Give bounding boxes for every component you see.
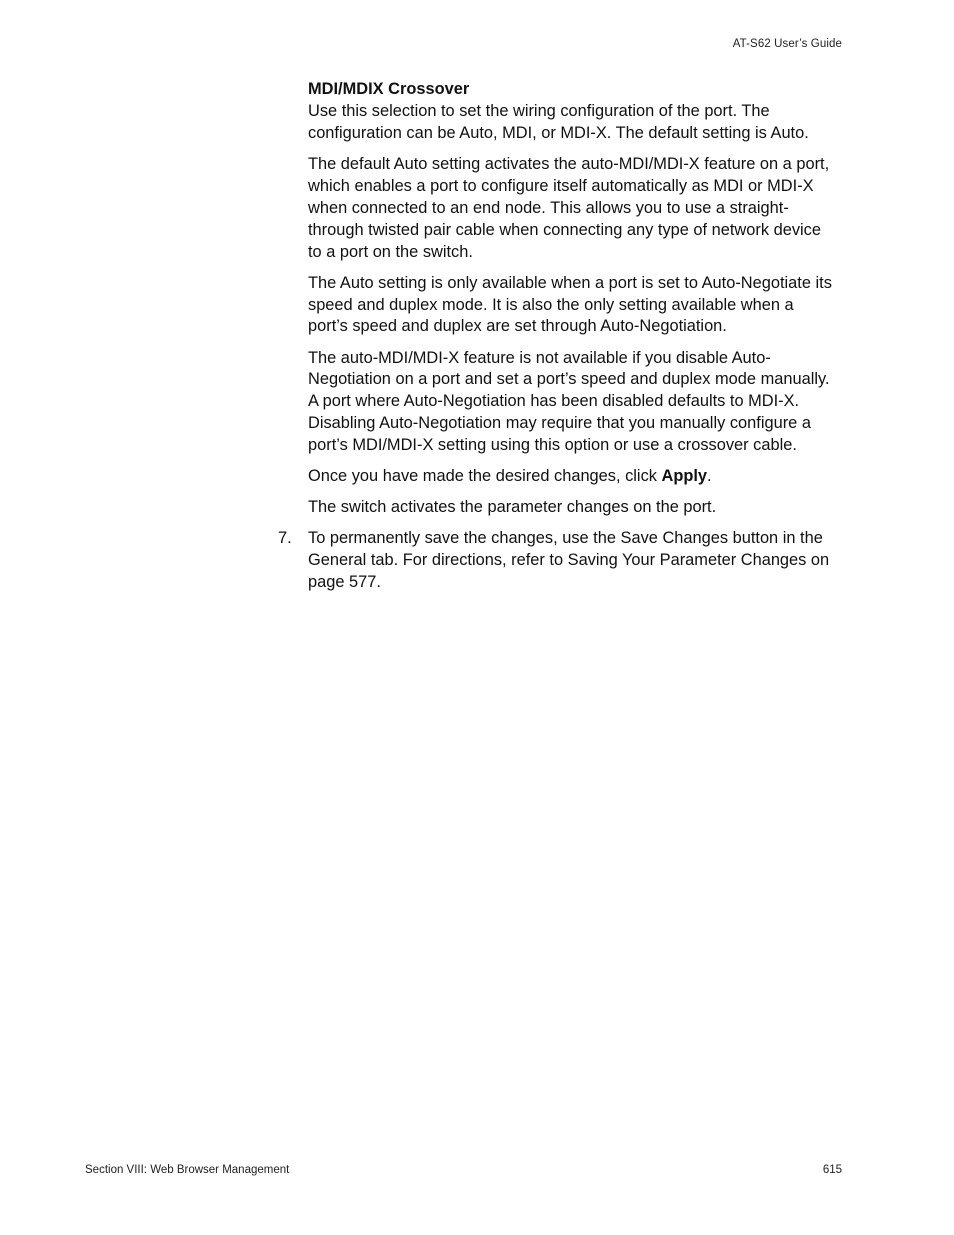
footer-section-name: Section VIII: Web Browser Management [85, 1164, 290, 1176]
apply-text-after: . [707, 467, 712, 486]
paragraph-feature-unavailable: The auto-MDI/MDI-X feature is not available if you disable Auto-Negotiation on a port and set a port’s speed and duplex mode manually. A port where Auto-Negotiation has been disabled defaults to MDI-X. Disabling Auto-Negotiation may require that you manually configure a port’s MDI/MDI-X setting using this option or use a crossover cable. [308, 348, 830, 455]
running-header: AT-S62 User’s Guide [732, 38, 842, 50]
apply-text-before: Once you have made the desired changes, click [308, 467, 662, 486]
page-number: 615 [822, 1164, 842, 1176]
step-7 [278, 528, 833, 594]
paragraph-apply [308, 466, 833, 488]
paragraph-activation: The switch activates the parameter changes on the port. [308, 498, 717, 517]
paragraph-auto-negotiate: The Auto setting is only available when a port is set to Auto-Negotiate its speed and duplex mode. It is also the only setting available when a port’s speed and duplex are set through Auto-Negotiation. [308, 273, 832, 336]
paragraph-auto-setting: The default Auto setting activates the auto-MDI/MDI-X feature on a port, which enables a port to configure itself automatically as MDI or MDI-X when connected to an end node. This allows you to use a straight-through twisted pair cable when connecting any type of network device to a port on the switch. [308, 154, 830, 261]
section-heading: MDI/MDIX Crossover [308, 80, 470, 98]
document-body [278, 79, 833, 594]
apply-keyword: Apply [661, 467, 708, 486]
paragraph-wiring-configuration: Use this selection to set the wiring configuration of the port. The configuration can be Auto, MDI, or MDI-X. The default setting is Auto. [308, 101, 809, 142]
step-text: To permanently save the changes, use the Save Changes button in the General tab. For directions, refer to Saving Your Parameter Changes on page 577. [308, 529, 830, 592]
step-number: 7. [278, 529, 292, 548]
